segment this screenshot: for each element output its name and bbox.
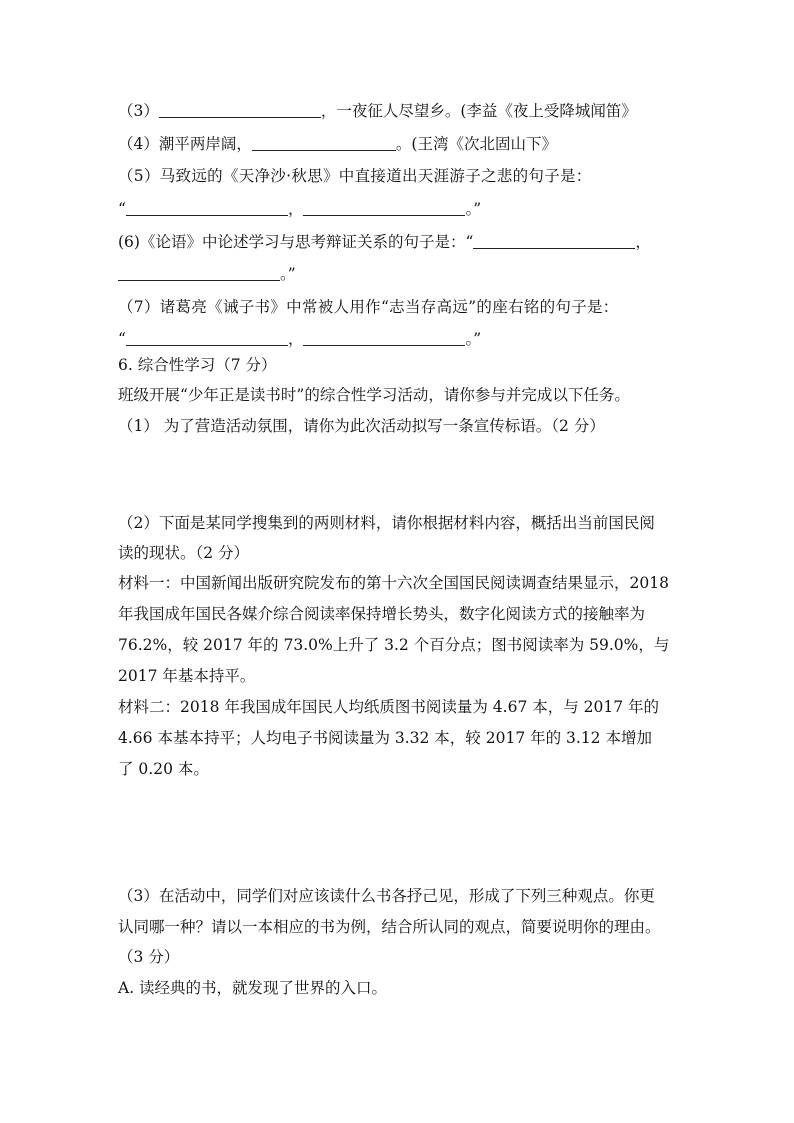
section-title: 6. 综合性学习（7 分） <box>118 356 277 374</box>
answer-blank[interactable] <box>126 201 288 216</box>
question-text: 。(王湾《次北固山下》 <box>395 135 557 153</box>
material-1-line-4: 2017 年基本持平。 <box>118 667 256 685</box>
task-1: （1） 为了营造活动氛围，请你为此次活动拟写一条宣传标语。（2 分） <box>118 417 605 435</box>
task-3-line-2: 认同哪一种？请以一本相应的书为例，结合所认同的观点，简要说明你的理由。 <box>118 918 661 936</box>
task-3-line-3: （3 分） <box>118 948 180 966</box>
material-1-line-1: 材料一：中国新闻出版研究院发布的第十六次全国国民阅读调查结果显示，2018 <box>118 574 669 592</box>
quote-close: 。” <box>465 200 482 218</box>
question-text: （5）马致远的《天净沙·秋思》中直接道出天涯游子之悲的句子是： <box>118 167 592 185</box>
answer-blank[interactable] <box>303 201 465 216</box>
quote-open: “ <box>118 330 126 348</box>
task-3-line-1: （3）在活动中，同学们对应该读什么书各抒己见，形成了下列三种观点。你更 <box>118 887 655 905</box>
question-5 <box>118 166 684 186</box>
material-1-line-3: 76.2%，较 2017 年的 73.0%上升了 3.2 个百分点；图书阅读率为 59.0%，与 <box>118 636 670 654</box>
answer-blank[interactable] <box>303 331 465 346</box>
comma: ， <box>287 200 304 218</box>
answer-blank[interactable] <box>252 136 396 151</box>
answer-blank[interactable] <box>473 234 635 249</box>
question-number: （4） <box>118 135 159 153</box>
task-2-line-1: （2）下面是某同学搜集到的两则材料，请你根据材料内容，概括出当前国民阅 <box>118 514 655 532</box>
question-4 <box>118 134 684 154</box>
quote-close: 。” <box>280 265 296 283</box>
answer-blank[interactable] <box>159 103 321 118</box>
question-7 <box>118 297 684 317</box>
section-intro: 班级开展“少年正是读书时”的综合性学习活动，请你参与并完成以下任务。 <box>118 386 630 404</box>
material-2-line-1: 材料二：2018 年我国成年国民人均纸质图书阅读量为 4.67 本，与 2017 年的 <box>118 698 660 716</box>
question-5-answer-line <box>118 199 684 219</box>
material-2-line-3: 了 0.20 本。 <box>118 760 209 778</box>
quote-open: “ <box>118 200 126 218</box>
question-text: 潮平两岸阔， <box>158 135 252 153</box>
question-6-answer-line <box>118 264 684 284</box>
question-3 <box>118 101 684 121</box>
comma: ， <box>635 233 651 251</box>
question-text: （7）诸葛亮《诫子书》中常被人用作“志当存高远”的座右铭的句子是： <box>118 298 619 316</box>
question-number: （3） <box>118 102 159 120</box>
answer-blank[interactable] <box>126 331 288 346</box>
comma: ， <box>287 330 304 348</box>
question-7-answer-line <box>118 329 684 349</box>
material-2-line-2: 4.66 本基本持平；人均电子书阅读量为 3.32 本，较 2017 年的 3.12 本增加 <box>118 729 652 747</box>
question-text: ，一夜征人尽望乡。(李益《夜上受降城闻笛》 <box>320 102 637 120</box>
question-6 <box>118 232 684 252</box>
question-text: (6)《论语》中论述学习与思考辩证关系的句子是：“ <box>118 233 474 251</box>
option-a: A. 读经典的书，就发现了世界的入口。 <box>118 979 388 997</box>
answer-blank[interactable] <box>118 266 280 281</box>
quote-close: 。” <box>465 330 482 348</box>
task-2-line-2: 读的现状。（2 分） <box>118 544 250 562</box>
material-1-line-2: 年我国成年国民各媒介综合阅读率保持增长势头，数字化阅读方式的接触率为 <box>118 605 646 623</box>
